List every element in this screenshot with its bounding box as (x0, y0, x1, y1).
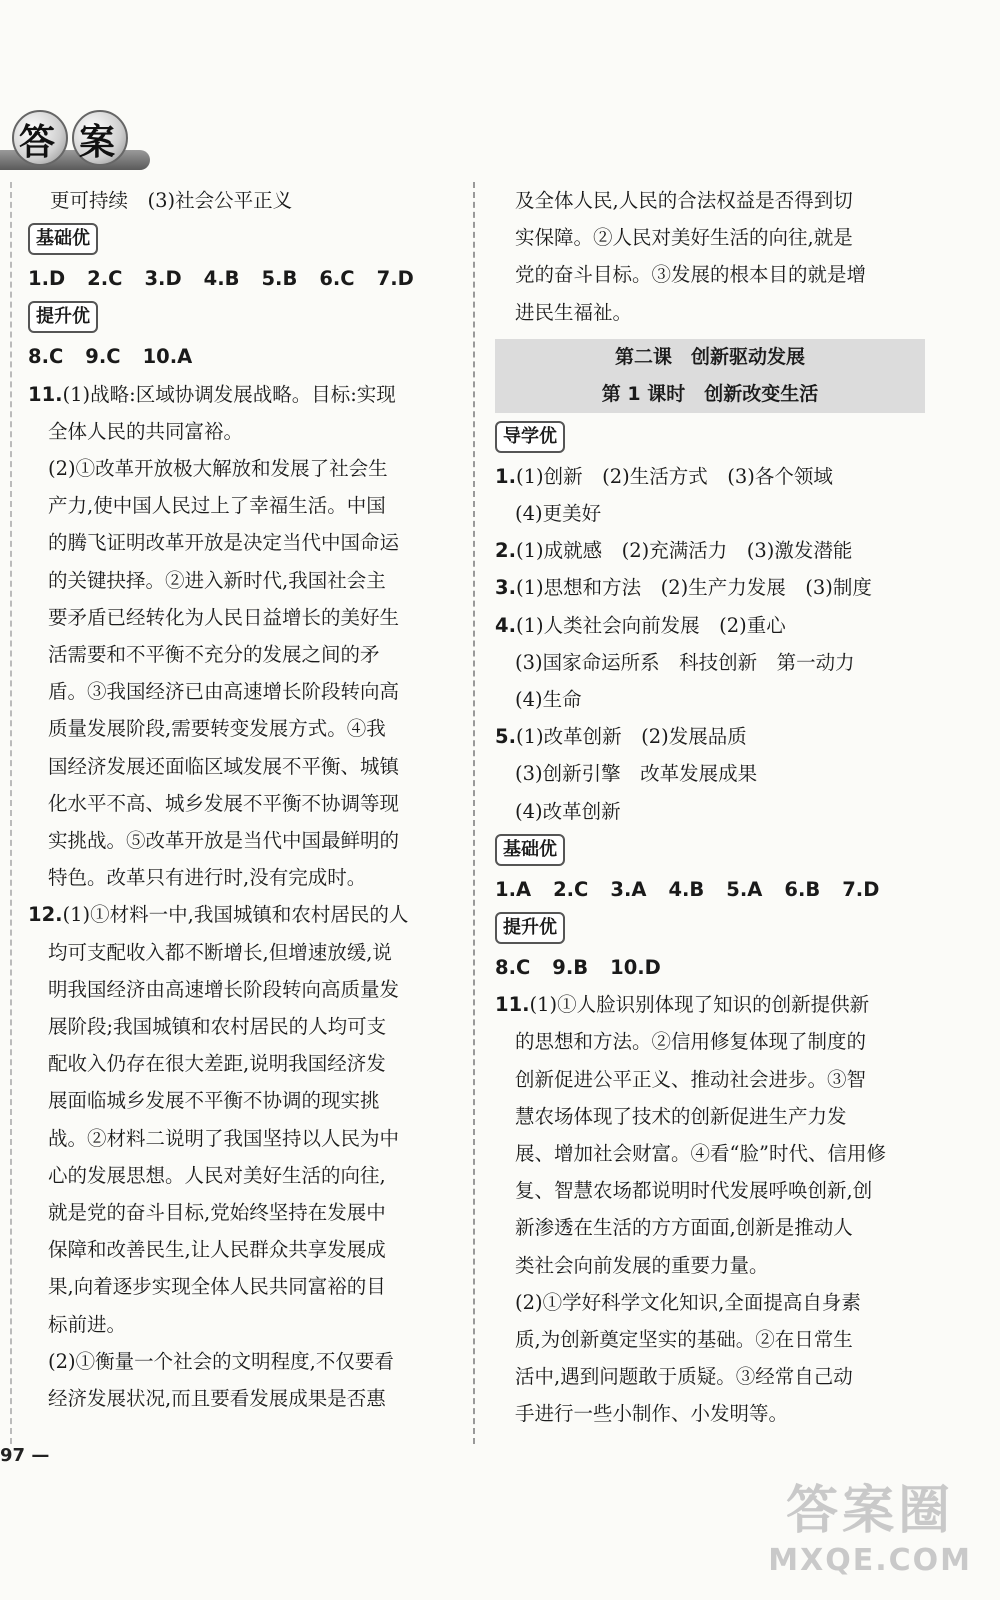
page-number: 97 — (0, 1445, 50, 1466)
left-column (28, 182, 453, 1417)
right-column (495, 182, 925, 1433)
badge-advanced-right: 提升优 (495, 912, 565, 944)
left-line-0: 更可持续 (3)社会公平正义 (50, 189, 293, 212)
header-char-1: 答 (19, 122, 56, 163)
left-margin-rule (10, 182, 12, 1444)
watermark-text: 答案圈 (786, 1481, 955, 1541)
badge-advanced-left: 提升优 (28, 301, 98, 333)
badge-guide: 导学优 (495, 421, 565, 453)
watermark-url: MXQE.COM (768, 1543, 972, 1578)
lesson-title-block (495, 339, 925, 413)
answers-advanced-left: 8.C 9.C 10.A (28, 345, 193, 369)
badge-basic-right: 基础优 (495, 834, 565, 866)
lesson-title: 第二课 创新驱动发展 (614, 345, 805, 368)
question-11-left: 11.(1)战略:区域协调发展战略。目标:实现 全体人民的共同富裕。 (2)①改革开放极大解放和发展了社会生 产力,使中国人民过上了幸福生活。中国 的腾飞证明改革开放是决定当代中国命运 的关键抉择。②进入新时代,我国社会主 要矛盾已经转化为人民日益增长的美好生 活需要和不平衡不充分的发展之间的矛 盾。③我国经济已由高速增长阶段转向高 质量发展阶段,需要转变发展方式。④我 国经济发展还面临区域发展不平衡、城镇 化水平不高、城乡发展不平衡不协调等现 实挑战。⑤改革开放是当代中国最鲜明的 特色。改革只有进行时,没有完成时。 (28, 382, 400, 890)
header-char-2: 案 (79, 122, 116, 163)
answer-header (0, 110, 160, 172)
answers-advanced-right: 8.C 9.B 10.D (495, 956, 661, 980)
right-continuation: 及全体人民,人民的合法权益是否得到切 实保障。②人民对美好生活的向往,就是 党的奋斗目标。③发展的根本目的就是增 进民生福祉。 (515, 189, 867, 324)
answers-basic-right: 1.A 2.C 3.A 4.B 5.A 6.B 7.D (495, 877, 880, 901)
column-divider (473, 182, 475, 1444)
answers-basic-left: 1.D 2.C 3.D 4.B 5.B 6.C 7.D (28, 267, 414, 291)
question-12-left: 12.(1)①材料一中,我国城镇和农村居民的人 均可支配收入都不断增长,但增速放缓,说 明我国经济由高速增长阶段转向高质量发 展阶段;我国城镇和农村居民的人均可支 配收入仍存在很大差距,说明我国经济发 展面临城乡发展不平衡不协调的现实挑 战。②材料二说明了我国坚持以人民为中 心的发展思想。人民对美好生活的向往, 就是党的奋斗目标,党始终坚持在发展中 保障和改善民生,让人民群众共享发展成 果,向着逐步实现全体人民共同富裕的目 标前进。 (2)①衡量一个社会的文明程度,不仅要看 经济发展状况,而且要看发展成果是否惠 (28, 903, 409, 1411)
guide-answers: 1.(1)创新 (2)生活方式 (3)各个领域 (4)更美好 2.(1)成就感 (2)充满活力 (3)激发潜能 3.(1)思想和方法 (2)生产力发展 (3)制度 4.(1)人类社会向前发展 (2)重心 (3)国家命运所系 科技创新 第一动力 (4)生命 5.(1)改革创新 (2)发展品质 (3)创新引擎 改革发展成果 (4)改革创新 (495, 464, 872, 823)
badge-basic-left: 基础优 (28, 223, 98, 255)
lesson-subtitle: 第 1 课时 创新改变生活 (601, 382, 819, 405)
watermark-logo (768, 1468, 972, 1578)
question-11-right: 11.(1)①人脸识别体现了知识的创新提供新 的思想和方法。②信用修复体现了制度的 创新促进公平正义、推动社会进步。③智 慧农场体现了技术的创新促进生产力发 展、增加社会财富。④看“脸”时代、信用修 复、智慧农场都说明时代发展呼唤创新,创 新渗透在生活的方方面面,创新是推动人 类社会向前发展的重要力量。 (2)①学好科学文化知识,全面提高自身素 质,为创新奠定坚实的基础。②在日常生 活中,遇到问题敢于质疑。③经常自己动 手进行一些小制作、小发明等。 (495, 993, 886, 1426)
